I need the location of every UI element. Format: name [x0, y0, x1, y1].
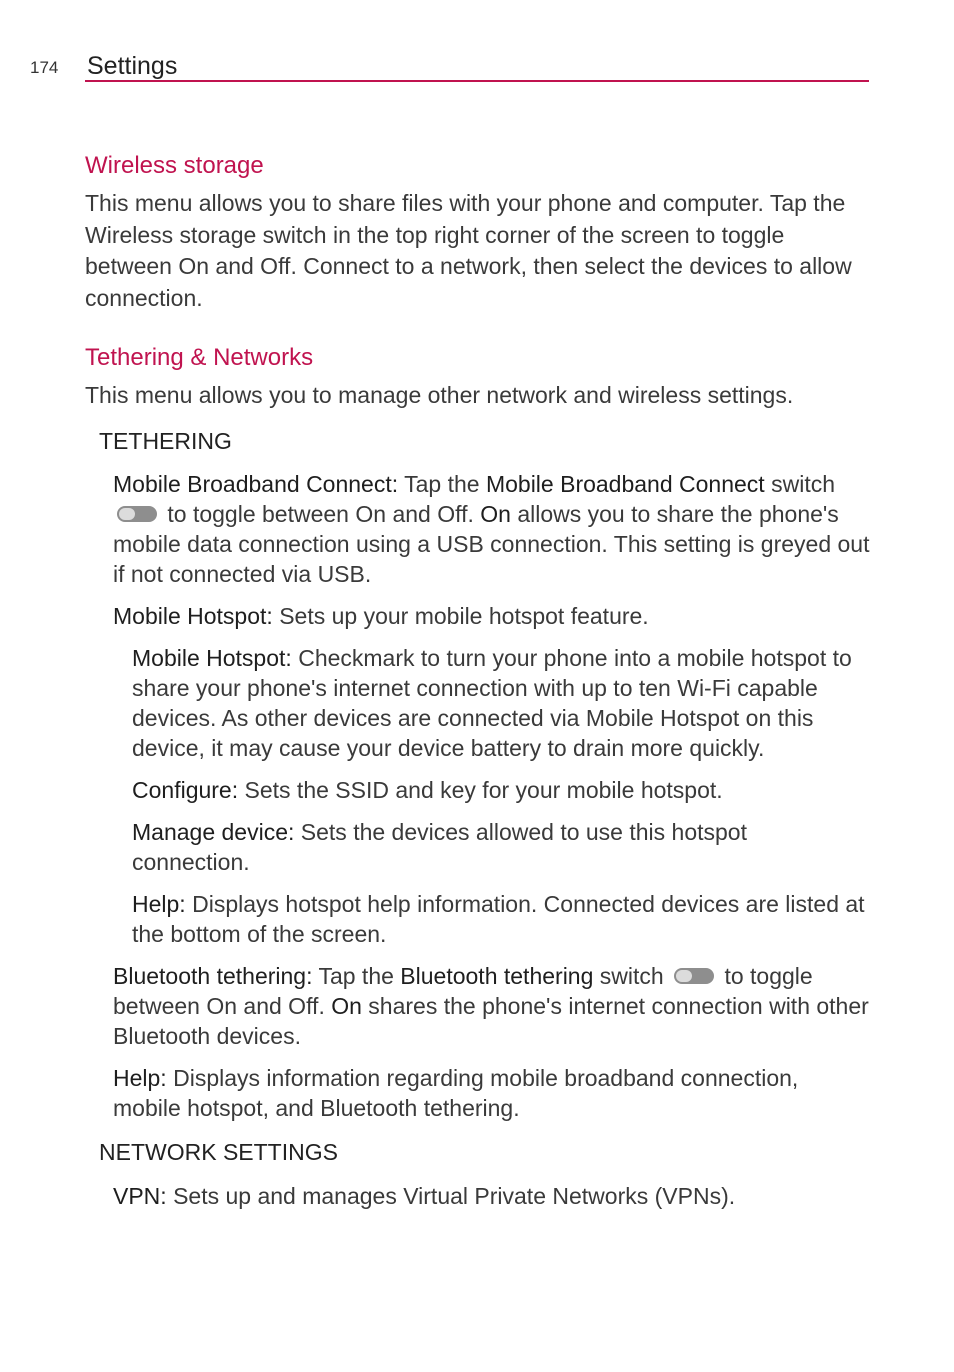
body-text: Tap the — [312, 963, 401, 989]
term-label: Mobile Broadband Connect — [485, 471, 765, 497]
body-text: Sets the devices allowed to use this hotspot connection. — [132, 819, 747, 875]
hotspot-subitem-mobile-hotspot — [132, 643, 870, 763]
term-label: VPN: — [113, 1182, 167, 1209]
body-text: Sets up your mobile hotspot feature. — [272, 603, 649, 629]
term-label: Mobile Broadband Connect: — [113, 471, 399, 497]
vpn-item — [113, 1181, 870, 1211]
tethering-networks-heading: Tethering & Networks — [85, 344, 314, 371]
term-label: Mobile Hotspot: — [132, 645, 292, 671]
network-settings-group-label: NETWORK SETTINGS — [99, 1139, 338, 1165]
mobile-hotspot-item — [113, 601, 870, 631]
term-label: Help: — [113, 1065, 167, 1091]
page-number: 174 — [30, 58, 59, 77]
toggle-switch-off-icon — [674, 968, 714, 984]
term-label: On — [480, 501, 511, 527]
body-text: switch — [593, 963, 671, 989]
body-text: shares the phone's internet connection with other Bluetooth devices. — [113, 993, 869, 1049]
hotspot-subitem-help — [132, 889, 870, 949]
term-label: Configure: — [132, 777, 239, 803]
term-label: Help: — [132, 891, 186, 917]
term-label: Mobile Hotspot: — [113, 603, 273, 629]
body-text: allows you to share the phone's mobile data connection using a USB connection. This setting is greyed out if not connected via USB. — [113, 501, 870, 587]
body-text: Tap the — [398, 471, 486, 497]
term-label: On — [331, 993, 362, 1019]
body-text: to toggle between On and Off. — [161, 501, 481, 527]
term-label: Bluetooth tethering: — [113, 963, 313, 989]
switch-knob — [676, 970, 692, 982]
body-text: Checkmark to turn your phone into a mobile hotspot to share your phone's internet connection with up to ten Wi-Fi capable devices. As other devices are connected via Mobile Hotspot on this device, it may cause your device battery to drain more quickly. — [132, 645, 852, 761]
term-label: Manage device: — [132, 819, 295, 845]
tethering-group-label: TETHERING — [99, 427, 232, 454]
header-divider — [85, 80, 869, 82]
hotspot-subitem-manage-device — [132, 817, 870, 877]
body-text: Sets the SSID and key for your mobile hotspot. — [238, 777, 723, 803]
tethering-networks-description: This menu allows you to manage other network and wireless settings. — [85, 382, 794, 408]
wireless-storage-description: This menu allows you to share files with your phone and computer. Tap the Wireless storage switch in the top right corner of the screen to toggle between On and Off. Connect to a network, then select the devices to allow connection. — [85, 190, 852, 311]
toggle-switch-off-icon — [117, 506, 157, 522]
mobile-broadband-connect-item — [113, 469, 870, 589]
page-content — [85, 150, 870, 1211]
hotspot-subitem-configure — [132, 775, 870, 805]
body-text: Displays information regarding mobile broadband connection, mobile hotspot, and Bluetooth tethering. — [113, 1065, 799, 1121]
section-title: Settings — [87, 52, 178, 80]
page-header — [30, 52, 870, 84]
wireless-storage-heading: Wireless storage — [85, 152, 264, 179]
body-text: Sets up and manages Virtual Private Networks (VPNs). — [166, 1182, 736, 1209]
switch-knob — [119, 508, 135, 520]
tethering-help-item — [113, 1063, 870, 1123]
body-text: to toggle between On and Off. — [113, 963, 813, 1019]
term-label: Bluetooth tethering — [400, 963, 594, 989]
body-text: Displays hotspot help information. Connected devices are listed at the bottom of the screen. — [132, 891, 865, 947]
body-text: switch — [764, 471, 835, 497]
bluetooth-tethering-item — [113, 961, 870, 1051]
